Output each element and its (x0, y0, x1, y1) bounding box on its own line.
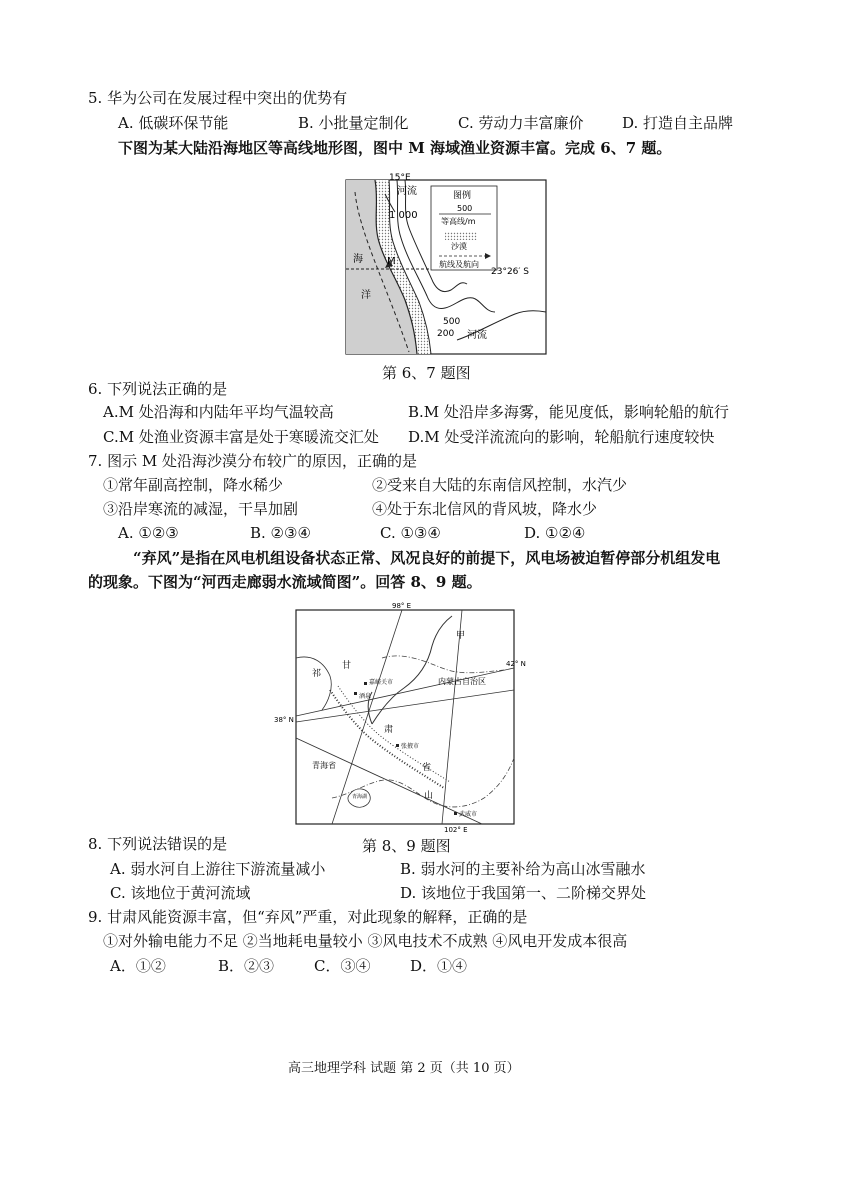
question-5-option-b: B. 小批量定制化 (298, 114, 409, 132)
intro-questions-6-7: 下图为某大陆沿海地区等高线地形图，图中 M 海域渔业资源丰富。完成 6、7 题。 (118, 139, 672, 157)
question-6-option-c: C.M 处渔业资源丰富是处于寒暖流交汇处 (103, 428, 379, 446)
qinghai-lake-label: 青海湖 (352, 794, 368, 800)
question-6-option-d: D.M 处受洋流流向的影响，轮船航行速度较快 (408, 428, 715, 446)
place-qi-label: 祁 (312, 669, 322, 679)
legend-500: 500 (457, 204, 473, 213)
question-6-stem: 6. 下列说法正确的是 (88, 380, 228, 398)
latitude-38-label: 38° N (274, 716, 294, 724)
sea-label-2: 洋 (361, 290, 371, 301)
place-jia-label: 甲 (456, 631, 466, 641)
question-7-item-4: ④处于东北信风的背风坡，降水少 (372, 500, 598, 518)
question-6-option-b: B.M 处沿岸多海雾，能见度低，影响轮船的航行 (408, 403, 729, 421)
river-label-bottom: 河流 (467, 330, 487, 341)
legend-contour-label: 等高线/m (441, 217, 476, 226)
question-9-stem: 9. 甘肃风能资源丰富，但“弃风”严重，对此现象的解释，正确的是 (88, 908, 528, 926)
place-gan-label: 甘 (342, 661, 352, 671)
question-5-stem: 5. 华为公司在发展过程中突出的优势有 (88, 89, 348, 107)
legend-route-label: 航线及航向 (439, 260, 479, 269)
question-7-item-3: ③沿岸寒流的减湿，干旱加剧 (103, 500, 299, 518)
question-7-option-b: B. ②③④ (250, 524, 311, 542)
question-7-option-d: D. ①②④ (524, 524, 586, 542)
question-5-option-c: C. 劳动力丰富廉价 (458, 114, 584, 132)
jiayuguan-city-label: 嘉峪关市 (369, 679, 394, 686)
hexi-corridor-map (272, 598, 528, 832)
zhangye-city-label: 张掖市 (401, 743, 420, 750)
question-8-option-a: A. 弱水河自上游往下游流量减小 (110, 860, 326, 878)
question-9-option-c: C．③④ (314, 957, 371, 975)
question-9-option-b: B．②③ (218, 957, 275, 975)
question-7-item-1: ①常年副高控制，降水稀少 (103, 476, 284, 494)
question-6-option-a: A.M 处沿海和内陆年平均气温较高 (103, 403, 334, 421)
latitude-42-label: 42° N (506, 660, 526, 668)
inner-mongolia-label: 内蒙古自治区 (438, 677, 486, 686)
figure-caption-8-9: 第 8、9 题图 (362, 837, 451, 855)
question-9-option-a: A．①② (110, 957, 166, 975)
question-8-option-d: D. 该地位于我国第一、二阶梯交界处 (400, 884, 647, 902)
latitude-label: 23°26′ S (491, 267, 530, 277)
question-7-item-2: ②受来自大陆的东南信风控制，水汽少 (372, 476, 628, 494)
jiuquan-city-label: 酒泉 (359, 693, 372, 700)
wuwei-city-label: 武威市 (459, 811, 478, 818)
figure-caption-6-7: 第 6、7 题图 (382, 364, 471, 382)
question-5-option-a: A. 低碳环保节能 (118, 114, 229, 132)
longitude-98-label: 98° E (392, 602, 412, 610)
question-9-items: ①对外输电能力不足 ②当地耗电量较小 ③风电技术不成熟 ④风电开发成本很高 (103, 932, 628, 950)
place-su-label: 肃 (384, 725, 394, 735)
contour-500-label: 500 (443, 317, 461, 327)
place-sheng-label: 省 (422, 763, 432, 773)
intro-questions-8-9-line-1: “弃风”是指在风电机组设备状态正常、风况良好的前提下，风电场被迫暂停部分机组发电 (133, 549, 721, 567)
coastal-contour-map (345, 172, 549, 356)
question-8-option-b: B. 弱水河的主要补给为高山冰雪融水 (400, 860, 646, 878)
contour-1000-label: 1 000 (389, 210, 418, 221)
legend-title: 图例 (453, 191, 472, 201)
place-shan-label: 山 (424, 791, 434, 801)
m-point-label: M (387, 256, 396, 267)
question-7-option-c: C. ①③④ (380, 524, 441, 542)
river-label-top: 河流 (397, 186, 417, 197)
contour-200-label: 200 (437, 329, 455, 339)
legend-desert-label: 沙漠 (451, 242, 467, 251)
question-9-option-d: D．①④ (410, 957, 468, 975)
question-7-stem: 7. 图示 M 处沿海沙漠分布较广的原因，正确的是 (88, 452, 417, 470)
intro-questions-8-9-line-2: 的现象。下图为“河西走廊弱水流域简图”。回答 8、9 题。 (88, 573, 482, 591)
sea-label-1: 海 (353, 254, 363, 265)
question-8-stem: 8. 下列说法错误的是 (88, 835, 228, 853)
page-footer: 高三地理学科 试题 第 2 页（共 10 页） (288, 1061, 520, 1076)
question-5-option-d: D. 打造自主品牌 (622, 114, 734, 132)
question-8-option-c: C. 该地位于黄河流域 (110, 884, 251, 902)
longitude-label: 15°E (389, 173, 411, 183)
longitude-102-label: 102° E (444, 826, 468, 832)
question-7-option-a: A. ①②③ (118, 524, 179, 542)
qinghai-province-label: 青海省 (312, 761, 336, 770)
